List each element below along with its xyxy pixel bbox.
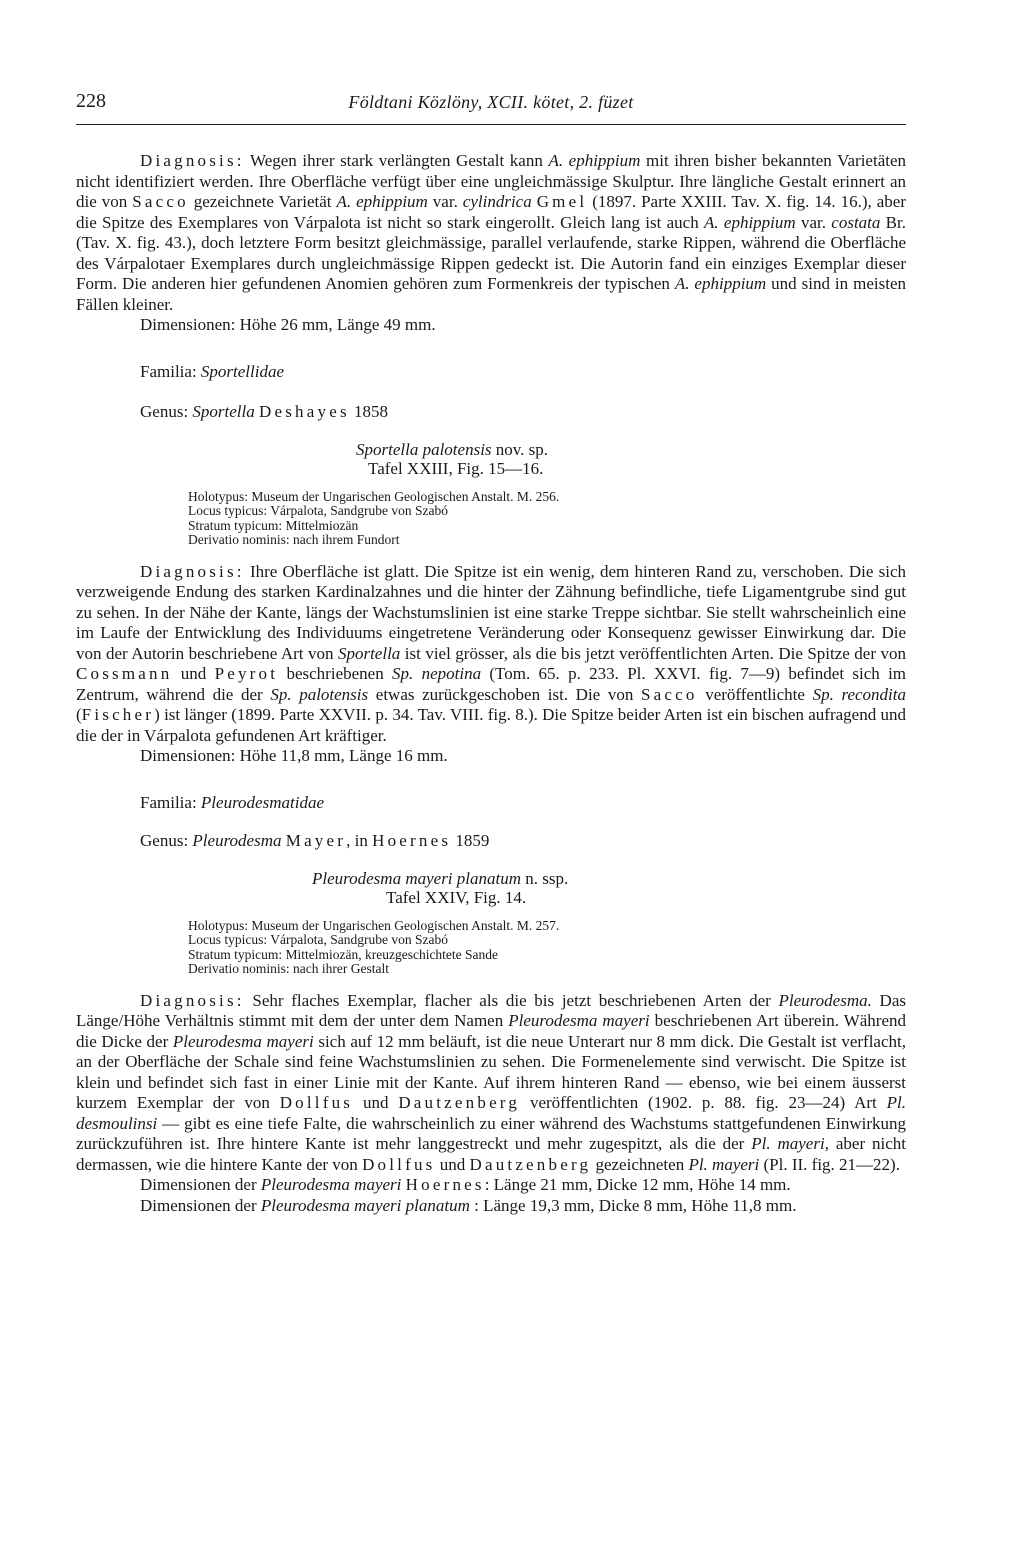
text-run: gezeichneten	[591, 1154, 689, 1174]
diagnosis-label: Diagnosis:	[140, 990, 245, 1010]
author-name: Sacco	[132, 192, 189, 211]
text-run: Ihre Oberfläche ist glatt. Die Spitze ist ein wenig, dem hinteren Rand zu, verschoben. Die sich verzweigende Endung des starken Kardinalzahnes und die hinter der Zähnung befindliche, tiefe Ligamentgrube sind gut zu sehen. In der Nähe der Kante, längs der Wachstumslinien ist eine starke Treppe sichtbar. Sie stellt wahrscheinlich eine im Laufe der Entwicklung des Individuums eingetretene Veränderung oder Konsequenz gewisser Einwirkung dar. Die von der Autorin beschriebene Art von	[76, 561, 906, 663]
species-name: Pleurodesma mayeri planatum	[312, 868, 522, 888]
dimensions-paragraph	[76, 1175, 906, 1196]
text-run: und sind in meisten Fällen kleiner.	[76, 274, 906, 314]
text-run: und	[435, 1154, 470, 1174]
author-name: Cossmann	[76, 664, 173, 683]
page	[76, 90, 906, 1216]
derivatio-line: Derivatio nominis: nach ihrem Fundort	[188, 532, 400, 547]
author-name: Hoernes	[372, 830, 452, 850]
text-run: (Tom. 65. p. 233. Pl. XXVI. fig. 7—9) befindet sich im Zentrum, während die der	[76, 664, 907, 704]
text-run: beschriebenen Art überein. Während die Dicke der	[76, 1011, 906, 1051]
text-run: Dimensionen der	[140, 1175, 261, 1194]
locus-line: Locus typicus: Várpalota, Sandgrube von Szabó	[188, 503, 448, 518]
text-run: und	[353, 1093, 399, 1112]
taxon-name: Pleurodesma mayeri	[172, 1031, 314, 1051]
taxon-name: A. ephippium	[548, 151, 641, 170]
familia-name: Sportellidae	[200, 361, 285, 381]
section-sportellidae	[76, 362, 906, 767]
derivatio-line: Derivatio nominis: nach ihrer Gestalt	[188, 961, 389, 976]
text-run: (	[76, 705, 82, 724]
taxon-name: Pleurodesma mayeri planatum	[260, 1195, 470, 1215]
genus-name: Sportella	[192, 401, 255, 421]
taxon-name: costata	[831, 212, 881, 232]
author-name: Hoernes	[405, 1175, 485, 1194]
text-run: var.	[427, 192, 463, 211]
text-run: ist viel grösser, als die bis jetzt veröffentlichten Arten. Die Spitze der von	[400, 643, 906, 663]
section-pleurodesmatidae	[76, 793, 906, 1217]
author-name: Dautzenberg	[469, 1154, 592, 1174]
taxon-name: Pl. mayeri,	[751, 1134, 829, 1153]
text-run: beschriebenen	[278, 664, 393, 683]
taxon-name: A. ephippium	[336, 192, 428, 211]
genus-label: Genus:	[140, 830, 193, 850]
taxon-name: Pl. mayeri	[688, 1154, 760, 1174]
text-run: Das Länge/Höhe Verhältnis stimmt mit dem der unter dem Namen	[76, 990, 906, 1030]
taxon-name: Sp. recondita	[812, 684, 906, 704]
species-suffix: n. ssp.	[521, 868, 569, 888]
author-name: Dollfus	[362, 1154, 436, 1174]
text-run: sich auf 12 mm beläuft, ist die neue Unterart nur 8 mm dick. Die Gestalt ist verflacht, an der Oberfläche der Schale sind feine Wachstumslinien zu sehen. Die Formenelemente sind verwischt. Die Spitze ist klein und befindet sich fast in einer Linie mit der Kante. Auf ihrem hinteren Rand — ebenso, wie bei einem äusserst kurzem Exemplar der von	[76, 1031, 906, 1112]
taxon-name: Sp. palotensis	[270, 684, 369, 704]
text-run: und	[172, 664, 215, 683]
page-header	[76, 90, 906, 125]
taxon-name: A. ephippium	[704, 212, 796, 232]
stratum-line: Stratum typicum: Mittelmiozän	[188, 517, 359, 533]
author-name: Deshayes	[259, 401, 350, 421]
diagnosis-paragraph	[76, 562, 906, 747]
species-suffix: nov. sp.	[491, 439, 549, 459]
text-run: : Länge 21 mm, Dicke 12 mm, Höhe 14 mm.	[484, 1175, 791, 1194]
familia-label: Familia:	[140, 792, 201, 812]
dimensions-line: Dimensionen: Höhe 26 mm, Länge 49 mm.	[140, 315, 436, 334]
diagnosis-label: Diagnosis:	[140, 151, 245, 170]
author-name: Peyrot	[214, 664, 279, 683]
familia-line	[76, 362, 906, 382]
genus-label: Genus:	[140, 401, 193, 421]
diagnosis-label: Diagnosis:	[140, 561, 245, 581]
text-run: Wegen ihrer stark verlängten Gestalt kann	[244, 151, 549, 170]
text-run: veröffentlichte	[697, 684, 813, 704]
text-run: ) ist länger (1899. Parte XXVII. p. 34. Tav. VIII. fig. 8.). Die Spitze beider Arten ist ein bischen aufragend und die der in Várpalota gefundenen Art kräftiger.	[76, 705, 906, 745]
stratum-line: Stratum typicum: Mittelmiozän, kreuzgeschichtete Sande	[188, 946, 499, 962]
genus-line	[76, 402, 906, 422]
taxon-name: Pl. desmoulinsi	[76, 1093, 906, 1133]
text-run: Sehr flaches Exemplar, flacher als die bis jetzt beschriebenen Arten der	[244, 990, 779, 1010]
text-run: (1897. Parte XXIII. Tav. X. fig. 14. 16.), aber die Spitze des Exemplares von Várpalota ist nicht so stark eingerollt. Gleich lang ist auch	[76, 192, 906, 232]
genus-name: Pleurodesma	[192, 830, 282, 850]
holotypus-line: Holotypus: Museum der Ungarischen Geologischen Anstalt. M. 257.	[188, 917, 560, 933]
locus-line: Locus typicus: Várpalota, Sandgrube von Szabó	[188, 932, 448, 947]
taxon-name: Pleurodesma mayeri	[260, 1175, 402, 1194]
taxon-name: A. ephippium	[674, 274, 767, 293]
familia-name: Pleurodesmatidae	[200, 792, 324, 812]
holotypus-line: Holotypus: Museum der Ungarischen Geologischen Anstalt. M. 256.	[188, 488, 560, 504]
taxon-name: Sportella	[337, 643, 401, 663]
author-name: Mayer	[285, 830, 347, 850]
author-name: Fischer	[81, 705, 155, 724]
text-run: gezeichnete Varietät	[188, 192, 337, 211]
text-run: veröffentlichten (1902. p. 88. fig. 23—24) Art	[520, 1093, 887, 1112]
text-run: etwas zurückgeschoben ist. Die von	[368, 684, 641, 704]
text-run: aber nicht dermassen, wie die hintere Kante der von	[76, 1134, 906, 1174]
species-title	[76, 440, 906, 459]
taxon-name: Pleurodesma mayeri	[508, 1011, 650, 1030]
dimensions-paragraph	[76, 1196, 906, 1217]
type-metadata	[76, 490, 906, 548]
taxon-name: Pleurodesma.	[778, 990, 872, 1010]
text-run: Br. (Tav. X. fig. 43.), doch letztere Form besitzt gleichmässige, parallel verlaufende, starke Rippen, während die Oberfläche des Várpalotaer Exemplares durch ungleichmässige Rippen gedeckt ist. Die Autorin fand ein einziges Exemplar dieser Form. Die anderen hier gefundenen Anomien gehören zum Formenkreis der typischen	[76, 212, 906, 293]
taxon-name: cylindrica	[462, 192, 532, 211]
genus-line	[76, 831, 906, 851]
text-run: var.	[795, 212, 832, 232]
text-run: : Länge 19,3 mm, Dicke 8 mm, Höhe 11,8 mm.	[469, 1195, 797, 1215]
plate-reference: Tafel XXIV, Fig. 14.	[386, 887, 527, 907]
text-run: — gibt es eine tiefe Falte, die wahrscheinlich zu einer während des Wachstums stattgefundenen Einwirkung zurückzuführen ist. Ihre hintere Kante ist mehr langgestreckt und mehr zugespitzt, als die der	[76, 1113, 906, 1153]
familia-line	[76, 793, 906, 813]
text-run: mit ihren bisher bekannten Varietäten nicht identifiziert werden. Ihre Oberfläche verfügt über eine ungleichmässige Skulptur. Ihre längliche Gestalt erinnert an die von	[76, 151, 907, 211]
author-name: Dautzenberg	[398, 1093, 521, 1112]
text-run: Dimensionen der	[140, 1195, 261, 1215]
text-run: (Pl. II. fig. 21—22).	[759, 1154, 900, 1174]
type-metadata	[76, 919, 906, 977]
page-number: 228	[76, 90, 106, 112]
dimensions-line: Dimensionen: Höhe 11,8 mm, Länge 16 mm.	[140, 746, 448, 765]
author-name: Dollfus	[279, 1093, 354, 1112]
text-run: , in	[346, 830, 373, 850]
plate-reference: Tafel XXIII, Fig. 15—16.	[368, 458, 544, 478]
diagnosis-paragraph	[76, 991, 906, 1176]
familia-label: Familia:	[140, 361, 201, 381]
taxon-name: Sp. nepotina	[392, 664, 482, 683]
species-name: Sportella palotensis	[356, 439, 492, 459]
running-title: Földtani Közlöny, XCII. kötet, 2. füzet	[348, 92, 634, 112]
species-title	[76, 869, 906, 888]
author-name: Sacco	[640, 684, 698, 704]
genus-year: 1858	[349, 401, 389, 421]
diagnosis-paragraph	[76, 151, 906, 315]
section-anomia	[76, 151, 906, 336]
genus-year: 1859	[451, 830, 490, 850]
author-name: Gmel	[536, 192, 588, 211]
